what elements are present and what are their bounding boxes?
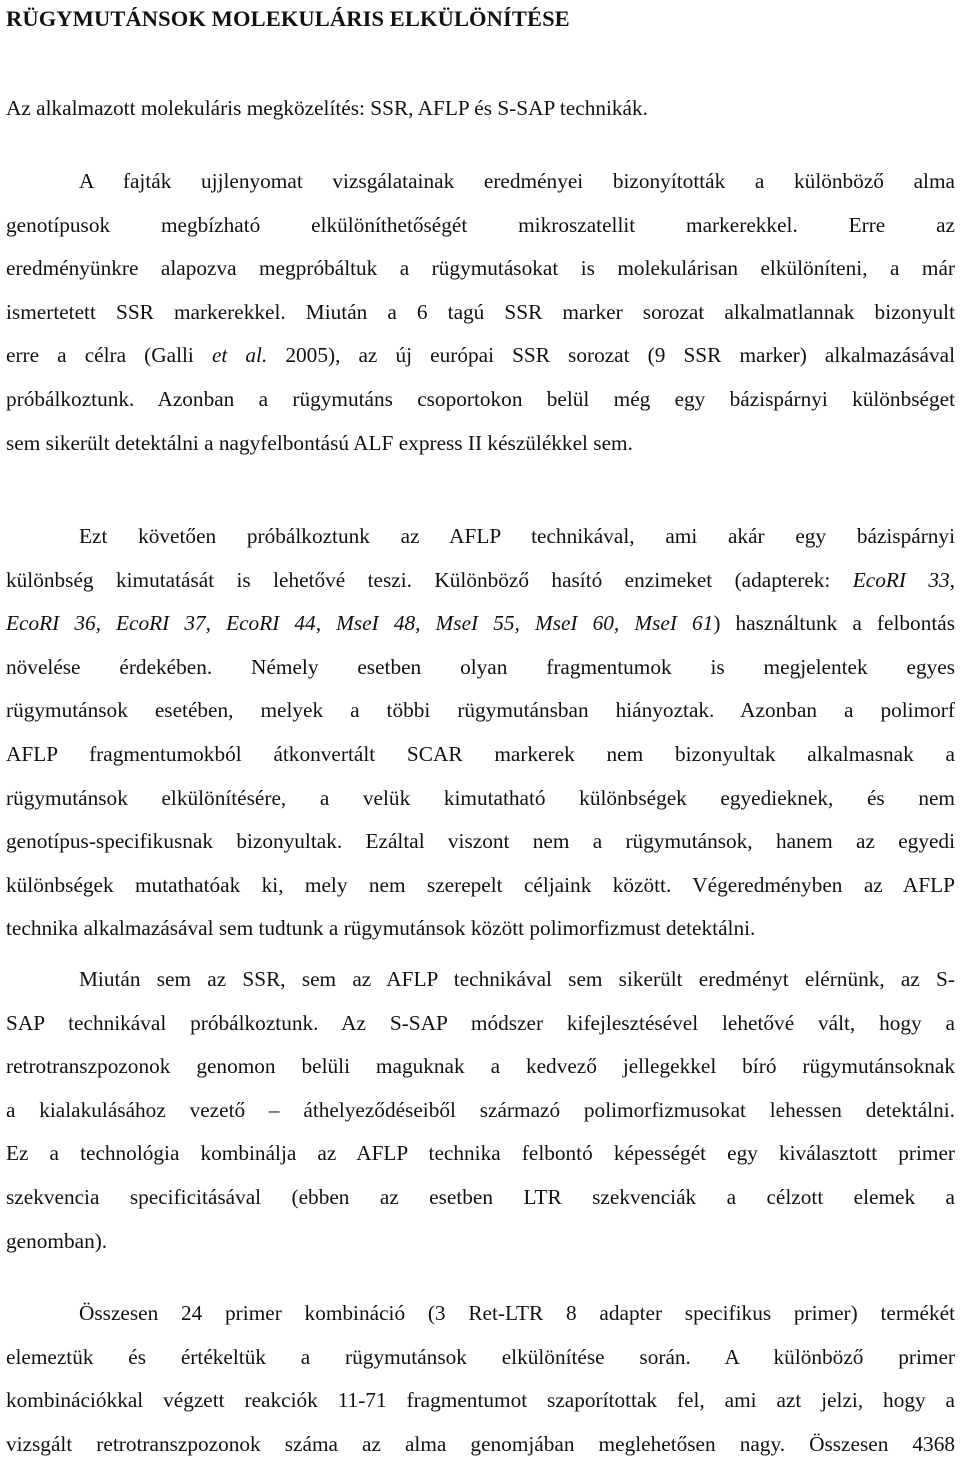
italic-et-al: et al. <box>211 343 268 368</box>
paragraph-ssap <box>6 958 955 1263</box>
paragraph-ssr <box>6 160 955 465</box>
text-line: genotípusok megbízható elkülöníthetőségét mikroszatellit markerekkel. Erre az <box>6 212 955 237</box>
text-line: erre a célra (Galli et al. 2005), az új európai SSR sorozat (9 SSR marker) alkalmazásával <box>6 343 955 368</box>
text-line: Ez a technológia kombinálja az AFLP technika felbontó képességét egy kiválasztott primer <box>6 1141 955 1166</box>
text-line: növelése érdekében. Némely esetben olyan fragmentumok is megjelentek egyes <box>6 654 955 679</box>
text-line: SAP technikával próbálkoztunk. Az S-SAP módszer kifejlesztésével lehetővé vált, hogy a <box>6 1010 955 1035</box>
italic-enzymes: EcoRI 36, EcoRI 37, EcoRI 44, MseI 48, MseI 55, MseI 60, MseI 61 <box>6 611 714 636</box>
text-line: Miután sem az SSR, sem az AFLP technikával sem sikerült eredményt elérnünk, az S- <box>79 967 955 991</box>
text-line: rügymutánsok esetében, melyek a többi rügymutánsban hiányoztak. Azonban a polimorf <box>6 698 955 723</box>
text-line: EcoRI 36, EcoRI 37, EcoRI 44, MseI 48, MseI 55, MseI 60, MseI 61) használtunk a felbontás <box>6 611 955 636</box>
text-line: ismertetett SSR markerekkel. Miután a 6 tagú SSR marker sorozat alkalmatlannak bizonyult <box>6 299 955 324</box>
text-line: próbálkoztunk. Azonban a rügymutáns csoportokon belül még egy bázispárnyi különbséget <box>6 386 955 411</box>
text-line: szekvencia specificitásával (ebben az esetben LTR szekvenciák a célzott elemek a <box>6 1184 955 1209</box>
text-line: kombinációkkal végzett reakciók 11-71 fragmentumot szaporítottak fel, ami azt jelzi, hogy a <box>6 1388 955 1413</box>
text-line: AFLP fragmentumokból átkonvertált SCAR markerek nem bizonyultak alkalmasnak a <box>6 741 955 766</box>
paragraph-aflp <box>6 515 955 951</box>
italic-enzyme: EcoRI 33, <box>852 567 955 592</box>
text-line: Összesen 24 primer kombináció (3 Ret-LTR 8 adapter specifikus primer) termékét <box>79 1301 955 1325</box>
text-line: rügymutánsok elkülönítésére, a velük kimutatható különbségek egyedieknek, és nem <box>6 785 955 810</box>
text-line: különbségek mutathatóak ki, mely nem szerepelt céljaink között. Végeredményben az AFLP <box>6 872 955 897</box>
section-heading: RÜGYMUTÁNSOK MOLEKULÁRIS ELKÜLÖNÍTÉSE <box>6 6 570 31</box>
text-line: különbség kimutatását is lehetővé teszi. Különböző hasító enzimeket (adapterek: EcoRI 33, <box>6 567 955 592</box>
text-line: a kialakulásához vezető – áthelyeződéseiből származó polimorfizmusokat lehessen detektálni. <box>6 1097 955 1122</box>
text-line: genotípus-specifikusnak bizonyultak. Ezáltal viszont nem a rügymutánsok, hanem az egyedi <box>6 829 955 854</box>
text-line: sem sikerült detektálni a nagyfelbontású ALF express II készülékkel sem. <box>6 430 633 455</box>
paragraph-primer <box>6 1292 955 1466</box>
text-line: genomban). <box>6 1228 108 1253</box>
text-line: retrotranszpozonok genomon belüli maguknak a kedvező jellegekkel bíró rügymutánsoknak <box>6 1054 955 1079</box>
text-line: technika alkalmazásával sem tudtunk a rügymutánsok között polimorfizmust detektálni. <box>6 916 756 941</box>
text-line: Ezt követően próbálkoztunk az AFLP technikával, ami akár egy bázispárnyi <box>79 524 955 548</box>
intro-line: Az alkalmazott molekuláris megközelítés: SSR, AFLP és S-SAP technikák. <box>6 96 648 120</box>
text-line: A fajták ujjlenyomat vizsgálatainak eredményei bizonyították a különböző alma <box>79 169 955 193</box>
text-line: vizsgált retrotranszpozonok száma az alma genomjában meglehetősen nagy. Összesen 4368 <box>6 1431 955 1456</box>
text-line: elemeztük és értékeltük a rügymutánsok elkülönítése során. A különböző primer <box>6 1344 955 1369</box>
text-line: eredményünkre alapozva megpróbáltuk a rügymutásokat is molekulárisan elkülöníteni, a már <box>6 256 955 281</box>
